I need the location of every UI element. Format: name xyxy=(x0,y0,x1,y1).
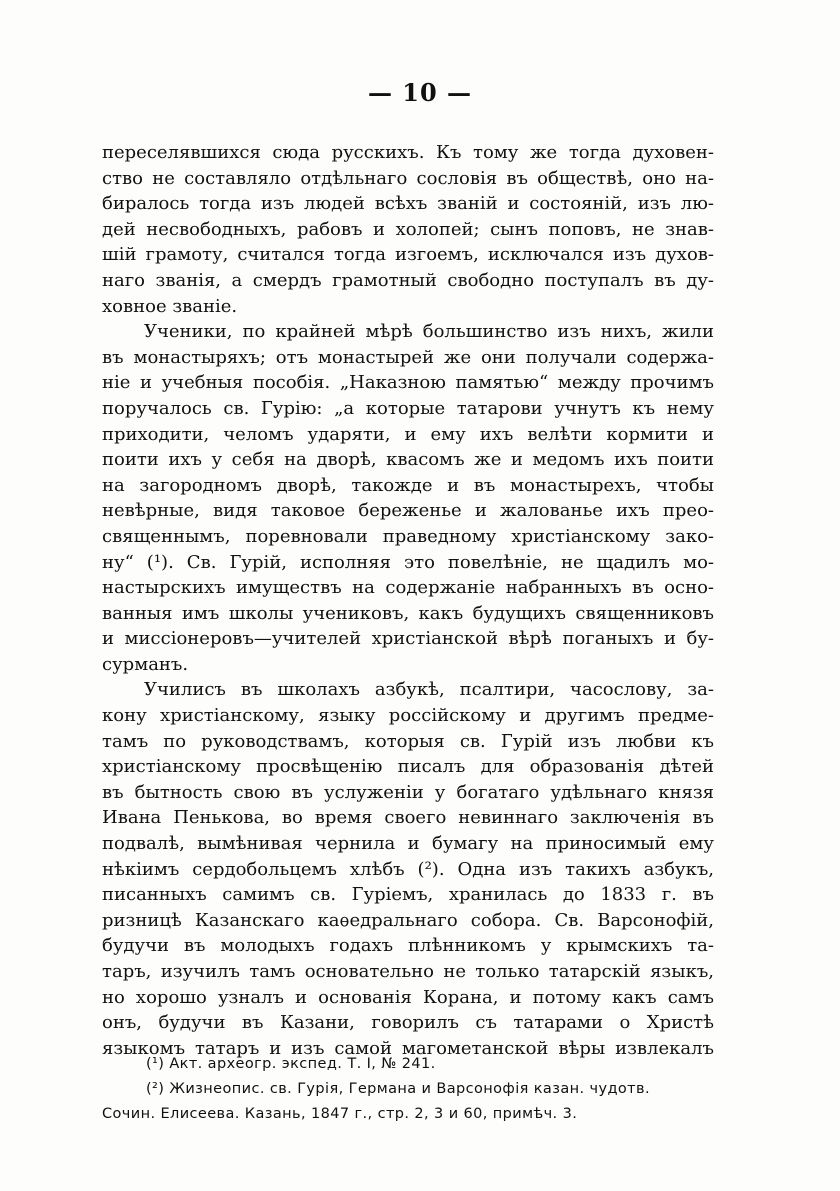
text-line: ніе и учебныя пособія. „Наказною памятью“ между прочимъ xyxy=(102,372,714,394)
text-line: таръ, изучилъ тамъ основательно не только татарскій языкъ, xyxy=(102,961,714,982)
text-line: тамъ по руководствамъ, которыя св. Гурій изъ любви къ xyxy=(102,730,714,752)
text-line: приходити, челомъ ударяти, и ему ихъ велѣти кормити и xyxy=(102,423,714,445)
page-number: — 10 — xyxy=(367,78,473,107)
text-line: ховное званіе. xyxy=(102,295,238,317)
text-line: настырскихъ имуществъ на содержаніе набранныхъ въ осно- xyxy=(102,577,714,599)
footnote-2: (²) Жизнеопис. св. Гурія, Германа и Варсонофія казан. чудотв. xyxy=(146,1081,650,1097)
text-line: онъ, будучи въ Казани, говорилъ съ татарами о Христѣ xyxy=(102,1012,714,1034)
text-line: кону христіанскому, языку россійскому и другимъ предме- xyxy=(102,705,714,727)
text-line: биралось тогда изъ людей всѣхъ званій и состояній, изъ лю- xyxy=(102,193,714,215)
paragraph-start-line: Училисъ въ школахъ азбукѣ, псалтири, часослову, за- xyxy=(144,679,714,701)
text-line: дей несвободныхъ, рабовъ и холопей; сынъ поповъ, не знав- xyxy=(102,218,714,240)
text-line: въ монастыряхъ; отъ монастырей же они получали содержа- xyxy=(102,346,714,368)
text-line: на загородномъ дворѣ, такожде и въ монастырехъ, чтобы xyxy=(102,474,714,496)
text-line: ну“ (¹). Св. Гурій, исполняя это повелѣніе, не щадилъ мо- xyxy=(102,551,714,573)
text-line: будучи въ молодыхъ годахъ плѣнникомъ у крымскихъ та- xyxy=(102,935,714,957)
text-line: и миссіонеровъ—учителей христіанской вѣрѣ поганыхъ и бу- xyxy=(102,628,714,650)
text-line: писанныхъ самимъ св. Гуріемъ, хранилась до 1833 г. въ xyxy=(102,884,714,906)
paragraph-start-line: Ученики, по крайней мѣрѣ большинство изъ нихъ, жили xyxy=(144,321,714,343)
text-line: поручалось св. Гурію: „а которые татарови учнутъ къ нему xyxy=(102,397,714,419)
text-line: ванныя имъ школы учениковъ, какъ будущихъ священниковъ xyxy=(102,602,714,624)
text-line: поити ихъ у себя на дворѣ, квасомъ же и медомъ ихъ поити xyxy=(102,449,714,471)
text-line: шій грамоту, считался тогда изгоемъ, исключался изъ духов- xyxy=(102,244,714,266)
text-line: сурманъ. xyxy=(102,653,189,675)
text-line: переселявшихся сюда русскихъ. Къ тому же тогда духовен- xyxy=(102,142,714,163)
text-line: нѣкіимъ сердобольцемъ хлѣбъ (²). Одна изъ такихъ азбукъ, xyxy=(102,858,714,880)
text-line: но хорошо узналъ и основанія Корана, и потому какъ самъ xyxy=(102,986,714,1008)
text-line: языкомъ татаръ и изъ самой магометанской вѣры извлекалъ xyxy=(102,1037,714,1059)
text-line: въ бытность свою въ услуженіи у богатаго удѣльнаго князя xyxy=(102,781,714,803)
footnote-2-continuation: Сочин. Елисеева. Казань, 1847 г., стр. 2, 3 и 60, примѣч. 3. xyxy=(102,1106,578,1122)
text-line: Ивана Пенькова, во время своего невиннаго заключенія въ xyxy=(102,807,714,829)
text-line: подвалѣ, вымѣнивая чернила и бумагу на приносимый ему xyxy=(102,833,714,855)
text-line: наго званія, а смердъ грамотный свободно поступалъ въ ду- xyxy=(102,269,714,291)
text-line: ство не составляло отдѣльнаго сословія въ обществѣ, оно на- xyxy=(102,167,714,189)
text-line: ризницѣ Казанскаго каѳедральнаго собора. Св. Варсонофій, xyxy=(102,909,714,931)
text-line: невѣрные, видя таковое береженье и жалованье ихъ прео- xyxy=(102,500,714,522)
text-line: священнымъ, поревновали праведному христіанскому зако- xyxy=(102,525,714,547)
footnote-1: (¹) Акт. археогр. экспед. Т. I, № 241. xyxy=(146,1056,436,1072)
text-line: христіанскому просвѣщенію писалъ для образованія дѣтей xyxy=(102,756,714,778)
main-text xyxy=(102,140,714,1061)
footnotes xyxy=(102,1052,714,1127)
